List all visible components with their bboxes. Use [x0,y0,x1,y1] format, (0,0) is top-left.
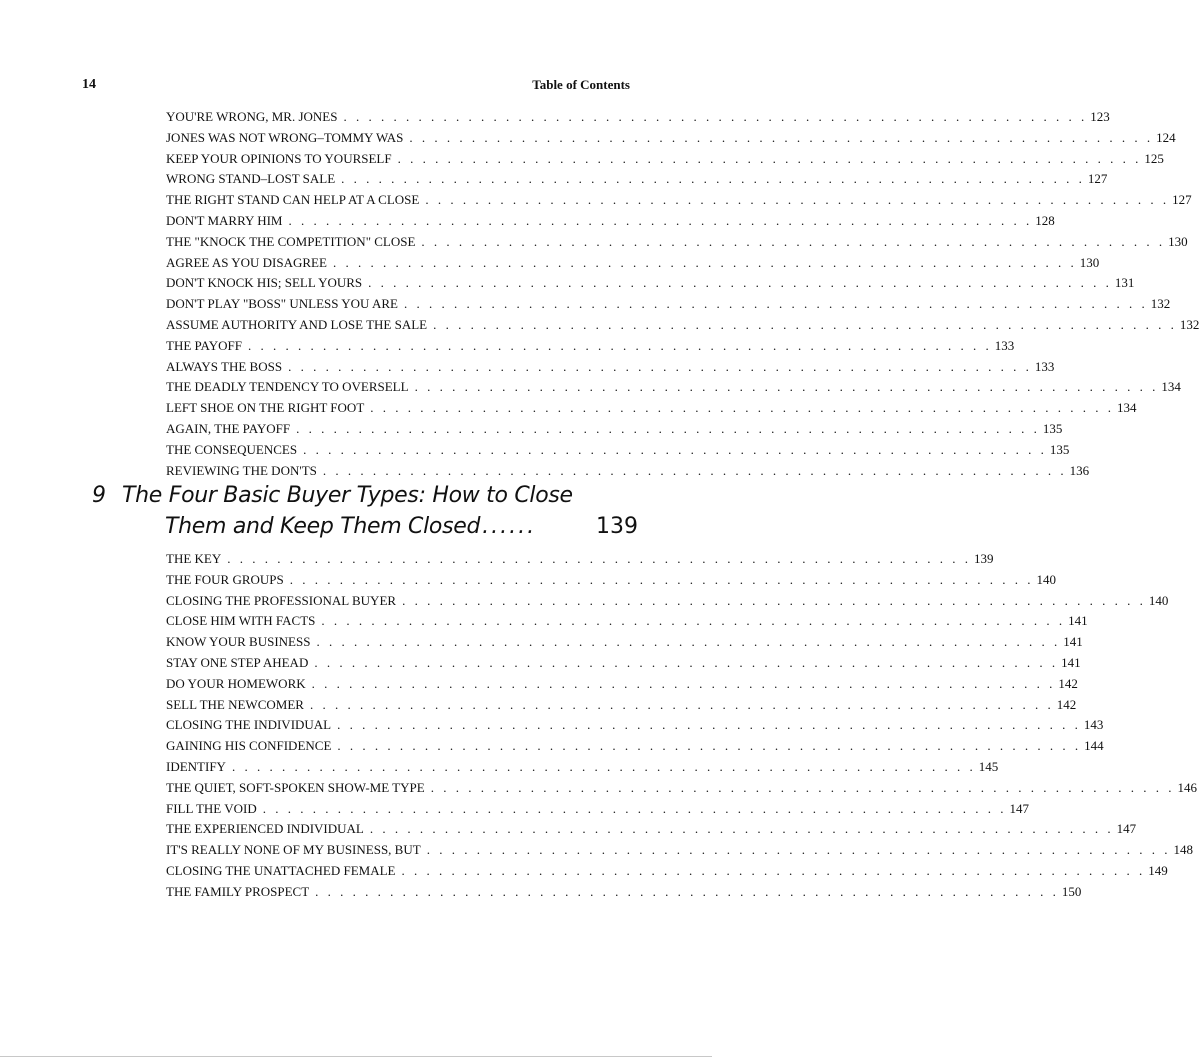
toc-entry-page: 135 [1049,441,1070,457]
toc-entry-title: ASSUME AUTHORITY AND LOSE THE SALE [166,316,428,332]
toc-entry-page: 132 [1150,296,1171,312]
toc-dot-leader: . . . . . . . . . . . . . . . . . . . . . . . . . . . . . . . . . . . . . . . . . . . . . . . . . . . . . . . . . . . . [426,842,1171,858]
toc-entry-title: KEEP YOUR OPINIONS TO YOURSELF [166,150,392,166]
toc-entry-page: 127 [1087,171,1108,187]
toc-entry-page: 147 [1116,821,1137,837]
toc-entry-title: DON'T PLAY "BOSS" UNLESS YOU ARE [166,296,398,312]
toc-entry [166,592,1169,614]
toc-entry [166,109,1110,130]
toc-entry [166,675,1078,697]
toc-entry [166,821,1137,842]
toc-entry [166,316,1199,338]
toc-chapter-entries [166,551,1197,905]
toc-dot-leader: . . . . . . . . . . . . . . . . . . . . . . . . . . . . . . . . . . . . . . . . . . . . . . . . . . . . . . . . . . . . [369,821,1114,837]
toc-entry-title: IT'S REALLY NONE OF MY BUSINESS, BUT [166,842,421,858]
chapter-leader: ...... [482,514,537,539]
toc-entry-page: 124 [1156,129,1176,145]
toc-entry-page: 148 [1173,842,1193,858]
toc-entry-title: DON'T KNOCK HIS; SELL YOURS [166,275,363,291]
toc-entry-title: THE FOUR GROUPS [166,571,284,587]
toc-dot-leader: . . . . . . . . . . . . . . . . . . . . . . . . . . . . . . . . . . . . . . . . . . . . . . . . . . . . . . . . . . . . [314,654,1059,670]
running-head-title: Table of Contents [532,77,630,92]
toc-dot-leader: . . . . . . . . . . . . . . . . . . . . . . . . . . . . . . . . . . . . . . . . . . . . . . . . . . . . . . . . . . . . [430,779,1175,795]
toc-dot-leader: . . . . . . . . . . . . . . . . . . . . . . . . . . . . . . . . . . . . . . . . . . . . . . . . . . . . . . . . . . . . [425,192,1170,208]
toc-entry-page: 140 [1148,592,1169,608]
toc-entry-page: 134 [1117,400,1137,416]
toc-entry-page: 132 [1179,316,1199,332]
toc-entry-title: THE DEADLY TENDENCY TO OVERSELL [166,379,409,395]
toc-entry-title: LEFT SHOE ON THE RIGHT FOOT [166,400,365,416]
toc-entry-title: KNOW YOUR BUSINESS [166,634,311,650]
chapter-title-line1: The Four Basic Buyer Types: How to Close [122,483,573,508]
toc-dot-leader: . . . . . . . . . . . . . . . . . . . . . . . . . . . . . . . . . . . . . . . . . . . . . . . . . . . . . . . . . . . . [288,358,1032,374]
toc-entry-page: 130 [1168,233,1188,249]
toc-entry [166,400,1137,421]
toc-entry-title: THE "KNOCK THE COMPETITION" CLOSE [166,233,416,249]
toc-entry-page: 150 [1061,883,1082,899]
toc-dot-leader: . . . . . . . . . . . . . . . . . . . . . . . . . . . . . . . . . . . . . . . . . . . . . . . . . . . . . . . . . . . . [311,675,1056,691]
toc-entry [166,358,1055,380]
toc-entry-title: THE FAMILY PROSPECT [166,883,310,899]
toc-entry-page: 140 [1036,571,1056,587]
chapter-title-line2 [165,514,536,539]
toc-entry-page: 131 [1114,275,1135,291]
toc-dot-leader: . . . . . . . . . . . . . . . . . . . . . . . . . . . . . . . . . . . . . . . . . . . . . . . . . . . . . . . . . . . . [296,420,1040,436]
chapter-page-number: 139 [596,514,638,539]
toc-dot-leader: . . . . . . . . . . . . . . . . . . . . . . . . . . . . . . . . . . . . . . . . . . . . . . . . . . . . . . . . . . . . [227,551,971,566]
toc-entry-page: 135 [1042,420,1063,436]
toc-entry-title: WRONG STAND–LOST SALE [166,171,336,187]
toc-dot-leader: . . . . . . . . . . . . . . . . . . . . . . . . . . . . . . . . . . . . . . . . . . . . . . . . . . . . . . . . . . . . [409,129,1154,145]
toc-dot-leader: . . . . . . . . . . . . . . . . . . . . . . . . . . . . . . . . . . . . . . . . . . . . . . . . . . . . . . . . . . . . [332,254,1077,270]
toc-entry [166,758,999,780]
toc-dot-leader: . . . . . . . . . . . . . . . . . . . . . . . . . . . . . . . . . . . . . . . . . . . . . . . . . . . . . . . . . . . . [289,571,1034,587]
toc-entry-page: 146 [1177,779,1197,795]
toc-entry [166,462,1090,484]
toc-dot-leader: . . . . . . . . . . . . . . . . . . . . . . . . . . . . . . . . . . . . . . . . . . . . . . . . . . . . . . . . . . . . [316,634,1061,650]
toc-dot-leader: . . . . . . . . . . . . . . . . . . . . . . . . . . . . . . . . . . . . . . . . . . . . . . . . . . . . . . . . . . . . [322,462,1067,478]
toc-entry-title: CLOSE HIM WITH FACTS [166,613,316,629]
toc-entry-page: 145 [978,758,999,774]
toc-entry [166,171,1108,192]
toc-dot-leader: . . . . . . . . . . . . . . . . . . . . . . . . . . . . . . . . . . . . . . . . . . . . . . . . . . . . . . . . . . . . [337,717,1081,733]
toc-entry-title: ALWAYS THE BOSS [166,358,283,374]
toc-dot-leader: . . . . . . . . . . . . . . . . . . . . . . . . . . . . . . . . . . . . . . . . . . . . . . . . . . . . . . . . . . . . [341,171,1085,187]
toc-entry [166,337,1015,359]
toc-entry-page: 142 [1056,696,1077,712]
toc-entry-page: 128 [1035,212,1055,228]
toc-entry-title: THE QUIET, SOFT-SPOKEN SHOW-ME TYPE [166,779,425,795]
toc-entry-page: 133 [994,337,1015,353]
toc-dot-leader: . . . . . . . . . . . . . . . . . . . . . . . . . . . . . . . . . . . . . . . . . . . . . . . . . . . . . . . . . . . . [433,316,1177,332]
toc-entry-page: 141 [1068,613,1088,629]
toc-entry [166,192,1192,213]
toc-entry-title: CLOSING THE UNATTACHED FEMALE [166,862,396,878]
toc-entry-title: AGREE AS YOU DISAGREE [166,254,327,270]
toc-entry [166,212,1055,234]
toc-dot-leader: . . . . . . . . . . . . . . . . . . . . . . . . . . . . . . . . . . . . . . . . . . . . . . . . . . . . . . . . . . . . [262,800,1007,816]
toc-dot-leader: . . . . . . . . . . . . . . . . . . . . . . . . . . . . . . . . . . . . . . . . . . . . . . . . . . . . . . . . . . . . [397,150,1142,166]
toc-entry-page: 141 [1063,634,1083,650]
toc-entry-page: 127 [1172,192,1192,208]
toc-entry [166,696,1077,718]
toc-dot-leader: . . . . . . . . . . . . . . . . . . . . . . . . . . . . . . . . . . . . . . . . . . . . . . . . . . . . . . . . . . . . [421,233,1166,249]
toc-entry-title: FILL THE VOID [166,800,257,816]
toc-entry-page: 147 [1009,800,1030,816]
toc-entry [166,296,1171,317]
toc-entry-title: AGAIN, THE PAYOFF [166,420,291,436]
toc-entry-title: YOU'RE WRONG, MR. JONES [166,109,338,124]
toc-entry [166,738,1104,759]
toc-entry [166,883,1082,905]
toc-entry [166,420,1063,442]
toc-entry-title: SELL THE NEWCOMER [166,696,304,712]
toc-entry-title: DON'T MARRY HIM [166,212,283,228]
toc-dot-leader: . . . . . . . . . . . . . . . . . . . . . . . . . . . . . . . . . . . . . . . . . . . . . . . . . . . . . . . . . . . . [368,275,1112,291]
toc-entry-title: CLOSING THE INDIVIDUAL [166,717,332,733]
toc-dot-leader: . . . . . . . . . . . . . . . . . . . . . . . . . . . . . . . . . . . . . . . . . . . . . . . . . . . . . . . . . . . . [402,592,1146,608]
toc-entry [166,379,1181,400]
toc-dot-leader: . . . . . . . . . . . . . . . . . . . . . . . . . . . . . . . . . . . . . . . . . . . . . . . . . . . . . . . . . . . . [303,441,1047,457]
toc-section-before [166,109,1199,483]
chapter-number: 9 [92,483,106,508]
toc-dot-leader: . . . . . . . . . . . . . . . . . . . . . . . . . . . . . . . . . . . . . . . . . . . . . . . . . . . . . . . . . . . . [309,696,1054,712]
toc-entry-page: 139 [974,551,994,566]
bottom-divider [0,1056,712,1057]
toc-entry-title: REVIEWING THE DON'TS [166,462,317,478]
toc-dot-leader: . . . . . . . . . . . . . . . . . . . . . . . . . . . . . . . . . . . . . . . . . . . . . . . . . . . . . . . . . . . . [403,296,1148,312]
toc-dot-leader: . . . . . . . . . . . . . . . . . . . . . . . . . . . . . . . . . . . . . . . . . . . . . . . . . . . . . . . . . . . . [315,883,1059,899]
toc-dot-leader: . . . . . . . . . . . . . . . . . . . . . . . . . . . . . . . . . . . . . . . . . . . . . . . . . . . . . . . . . . . . [337,738,1082,754]
toc-entry-page: 134 [1161,379,1181,395]
toc-entry-title: GAINING HIS CONFIDENCE [166,738,332,754]
toc-entry-page: 136 [1069,462,1090,478]
toc-entry-title: THE PAYOFF [166,337,242,353]
toc-entry [166,800,1030,822]
toc-entry-page: 133 [1034,358,1055,374]
toc-entry [166,254,1100,276]
toc-entry [166,717,1104,738]
toc-entry-title: THE EXPERIENCED INDIVIDUAL [166,821,364,837]
chapter-title-line2-text: Them and Keep Them Closed [165,514,481,539]
toc-dot-leader: . . . . . . . . . . . . . . . . . . . . . . . . . . . . . . . . . . . . . . . . . . . . . . . . . . . . . . . . . . . . [248,337,992,353]
toc-dot-leader: . . . . . . . . . . . . . . . . . . . . . . . . . . . . . . . . . . . . . . . . . . . . . . . . . . . . . . . . . . . . [321,613,1066,629]
toc-entry-page: 149 [1148,862,1168,878]
toc-entry [166,275,1135,296]
toc-dot-leader: . . . . . . . . . . . . . . . . . . . . . . . . . . . . . . . . . . . . . . . . . . . . . . . . . . . . . . . . . . . . [414,379,1159,395]
toc-entry-title: DO YOUR HOMEWORK [166,675,306,691]
toc-dot-leader: . . . . . . . . . . . . . . . . . . . . . . . . . . . . . . . . . . . . . . . . . . . . . . . . . . . . . . . . . . . . [370,400,1115,416]
toc-entry-title: JONES WAS NOT WRONG–TOMMY WAS [166,129,404,145]
toc-entry [166,551,994,572]
toc-entry-title: STAY ONE STEP AHEAD [166,654,309,670]
toc-entry [166,779,1197,801]
toc-entry [166,613,1088,634]
toc-dot-leader: . . . . . . . . . . . . . . . . . . . . . . . . . . . . . . . . . . . . . . . . . . . . . . . . . . . . . . . . . . . . [343,109,1088,124]
toc-entry-page: 142 [1058,675,1078,691]
toc-entry-page: 144 [1084,738,1104,754]
toc-entry-page: 141 [1061,654,1081,670]
toc-entry [166,842,1193,863]
toc-entry-title: THE RIGHT STAND CAN HELP AT A CLOSE [166,192,420,208]
toc-dot-leader: . . . . . . . . . . . . . . . . . . . . . . . . . . . . . . . . . . . . . . . . . . . . . . . . . . . . . . . . . . . . [401,862,1146,878]
toc-entry-page: 123 [1090,109,1110,124]
toc-entry [166,654,1081,676]
toc-entry [166,634,1083,655]
toc-entry-page: 130 [1079,254,1100,270]
toc-entry-title: CLOSING THE PROFESSIONAL BUYER [166,592,397,608]
toc-entry-page: 125 [1144,150,1164,166]
page-number: 14 [82,77,96,92]
toc-entry [166,862,1168,884]
toc-entry [166,233,1188,255]
toc-entry-title: THE KEY [166,551,222,566]
toc-entry [166,441,1070,463]
toc-entry-title: THE CONSEQUENCES [166,441,298,457]
toc-entry [166,150,1164,172]
toc-entry [166,129,1176,151]
toc-dot-leader: . . . . . . . . . . . . . . . . . . . . . . . . . . . . . . . . . . . . . . . . . . . . . . . . . . . . . . . . . . . . [231,758,976,774]
toc-entry [166,571,1056,593]
toc-entry-title: IDENTIFY [166,758,226,774]
toc-entry-page: 143 [1083,717,1104,733]
toc-dot-leader: . . . . . . . . . . . . . . . . . . . . . . . . . . . . . . . . . . . . . . . . . . . . . . . . . . . . . . . . . . . . [288,212,1033,228]
